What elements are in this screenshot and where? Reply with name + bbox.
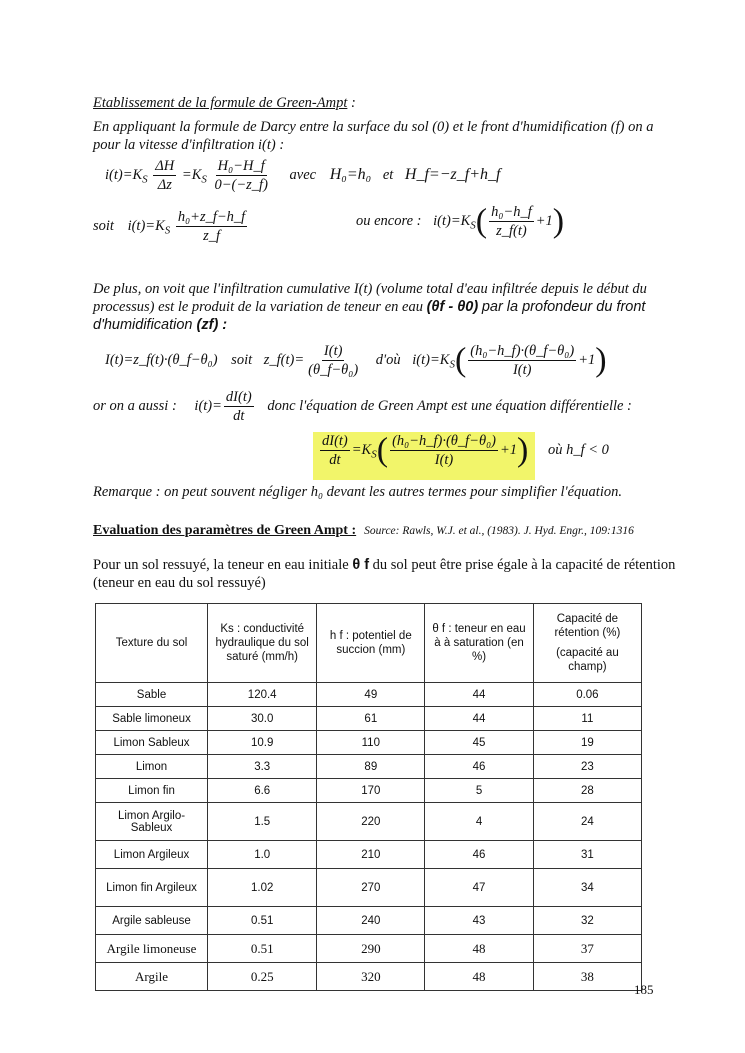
eq4-frac	[224, 388, 254, 425]
eq3-zf-frac	[306, 342, 360, 379]
eq3-i-den: I(t)	[512, 362, 532, 378]
table-cell: 4	[425, 803, 534, 841]
eq3-sub: S	[449, 358, 455, 371]
table-cell: 1.5	[208, 803, 317, 841]
table-cell: 110	[317, 731, 425, 755]
table-row	[96, 803, 642, 841]
table-cell: Sable limoneux	[96, 707, 208, 731]
table-cell: 89	[317, 755, 425, 779]
table-cell: Limon fin Argileux	[96, 869, 208, 907]
eq3-i-num: (h₀−h_f)·(θ_f−θ₀)	[470, 343, 575, 359]
eq1-et: et	[382, 166, 394, 183]
section2-source: Source: Rawls, W.J. et al., (1983). J. Hyd. Engr., 109:1316	[364, 525, 634, 537]
section2-paragraph	[93, 556, 693, 592]
eq1-frac1	[153, 157, 176, 194]
remarque: Remarque : on peut souvent négliger h₀ devant les autres termes pour simplifier l'équation.	[93, 484, 622, 500]
section2-text-c: (teneur en eau du sol ressuyé)	[93, 575, 266, 591]
table-row	[96, 683, 642, 707]
table-cell: 34	[533, 869, 641, 907]
table-cell: 0.25	[208, 963, 317, 991]
table-cell: 48	[425, 935, 534, 963]
eq4-num: dI(t)	[225, 389, 252, 405]
table-cell: 120.4	[208, 683, 317, 707]
header-hf: h f : potentiel de succion (mm)	[317, 604, 425, 683]
table-cell: 23	[533, 755, 641, 779]
cumulative-paragraph	[93, 280, 683, 334]
table-cell: 44	[425, 707, 534, 731]
table-row	[96, 869, 642, 907]
table-cell: 37	[533, 935, 641, 963]
table-cell: 1.0	[208, 841, 317, 869]
eq5-inner-den: I(t)	[434, 452, 454, 468]
table-cell: 48	[425, 963, 534, 991]
table-cell: 46	[425, 841, 534, 869]
section-title-suffix: :	[347, 95, 356, 111]
green-ampt-parameters-table	[95, 603, 642, 991]
table-cell: 44	[425, 683, 534, 707]
eq3-i-frac	[468, 342, 576, 379]
eq1-avec: avec	[289, 166, 317, 183]
table-cell: 30.0	[208, 707, 317, 731]
eq5-num: dI(t)	[322, 433, 348, 449]
eq5-mid: =K	[351, 441, 372, 458]
eq3-zf-den: (θ_f−θ₀)	[308, 362, 359, 378]
eq4-lead: or on a aussi :	[93, 397, 177, 414]
eq5-cond: où h_f < 0	[547, 441, 609, 458]
section-title-evaluation	[93, 521, 634, 539]
table-cell: 3.3	[208, 755, 317, 779]
equation-differential	[93, 388, 632, 425]
section2-title: Evaluation des paramètres de Green Ampt :	[93, 523, 357, 538]
table-row	[96, 841, 642, 869]
eq1-frac2	[213, 157, 270, 194]
table-cell: 0.51	[208, 935, 317, 963]
cumul-line-1: De plus, on voit que l'infiltration cumulative I(t) (volume total d'eau infiltrée depuis le début du	[93, 281, 647, 297]
eq2-frac	[176, 208, 247, 245]
eq2-frac-den: z_f	[203, 228, 220, 244]
table-cell: Argile	[96, 963, 208, 991]
eq1-hf: H_f=−z_f+h_f	[404, 165, 501, 183]
eq5-tail: +1	[499, 441, 518, 458]
header-texture: Texture du sol	[96, 604, 208, 683]
eq2-rhs-frac-den: z_f(t)	[496, 223, 527, 239]
eq2-soit: soit	[93, 217, 114, 234]
table-cell: 11	[533, 707, 641, 731]
table-cell: 43	[425, 907, 534, 935]
eq1-frac1-den: Δz	[157, 177, 172, 193]
eq2-ou-encore: ou encore :	[356, 212, 422, 229]
eq5-inner-frac	[390, 432, 498, 469]
cumul-zf: (zf) :	[196, 317, 228, 333]
eq1-sub-2: S	[201, 173, 207, 186]
eq1-mid: =K	[181, 166, 202, 183]
table-cell: 270	[317, 869, 425, 907]
eq5-sub: S	[371, 448, 377, 461]
table-row	[96, 707, 642, 731]
section-title-green-ampt	[93, 95, 356, 112]
eq3-tail: +1	[578, 351, 596, 368]
table-cell: Argile sableuse	[96, 907, 208, 935]
eq1-frac2-den: 0−(−z_f)	[214, 177, 268, 193]
table-cell: 31	[533, 841, 641, 869]
eq3-i: i(t)=K	[412, 351, 450, 368]
table-cell: Limon	[96, 755, 208, 779]
header-capacite-extra: (capacité au champ)	[556, 647, 619, 673]
eq3-soit: soit	[231, 351, 253, 368]
table-cell: 6.6	[208, 779, 317, 803]
table-cell: Limon Argileux	[96, 841, 208, 869]
table-cell: Argile limoneuse	[96, 935, 208, 963]
table-cell: 47	[425, 869, 534, 907]
table-row	[96, 935, 642, 963]
intro-paragraph: En appliquant la formule de Darcy entre la surface du sol (0) et le front d'humidification (f) on a pour la vitesse d'infiltration i(t) :	[93, 119, 654, 153]
eq2-sub: S	[164, 224, 171, 237]
table-cell: 170	[317, 779, 425, 803]
eq3-dou: d'où	[375, 351, 401, 368]
cumul-line-3: par la profondeur du front	[481, 299, 646, 315]
table-row	[96, 731, 642, 755]
table-cell: Limon Argilo-Sableux	[96, 803, 208, 841]
eq5-lhs-frac	[320, 432, 350, 469]
table-cell: 46	[425, 755, 534, 779]
eq1-h0: H₀=h₀	[329, 165, 372, 183]
eq4-text: donc l'équation de Green Ampt est une équation différentielle :	[267, 397, 632, 414]
section2-text-b: du sol peut être prise égale à la capacité de rétention	[372, 557, 676, 573]
eq1-frac2-num: H₀−H_f	[217, 158, 265, 174]
table-cell: 19	[533, 731, 641, 755]
table-cell: 240	[317, 907, 425, 935]
eq1-frac1-num: ΔH	[155, 158, 175, 174]
table-cell: 10.9	[208, 731, 317, 755]
eq1-sub: S	[142, 173, 148, 186]
cumul-line-4: d'humidification	[93, 317, 193, 333]
equation-cumulative: I(t)=z_f(t)·(θ_f−θ₀) soit z_f(t)= $\frac{I(t)}{\text{(θ\_f−θ₀)}}$ d'où $i(t)=K_S$( $\frac{\text{(h₀−h\_f)·(θ\_f−θ₀)}}{I(t)}$ +1)	[105, 341, 607, 379]
eq5-inner-num: (h₀−h_f)·(θ_f−θ₀)	[392, 433, 496, 449]
table-cell: Limon fin	[96, 779, 208, 803]
table-cell: Sable	[96, 683, 208, 707]
eq1-lhs: i(t)=K	[105, 166, 143, 183]
eq3-lhs: I(t)=z_f(t)·(θ_f−θ₀)	[105, 351, 218, 368]
eq5-den: dt	[329, 452, 341, 468]
section2-theta: θ f	[352, 557, 370, 573]
table-row	[96, 963, 642, 991]
eq2-rhs-lhs: i(t)=K	[433, 212, 471, 229]
table-cell: 1.02	[208, 869, 317, 907]
table-row	[96, 779, 642, 803]
header-capacite	[533, 604, 641, 683]
table-cell: 38	[533, 963, 641, 991]
eq3-zf: z_f(t)=	[263, 351, 305, 368]
equation-ou-encore: ou encore : $i(t)=K_S$( $\frac{\text{h₀−h\_f}}{z\_f(t)}$ +1)	[356, 202, 565, 240]
equation-green-ampt: $\frac{dI(t)}{dt}$ $=K_S$( $\frac{\text{(h₀−h\_f)·(θ\_f−θ₀)}}{I(t)}$ +1) où h_f < 0	[322, 431, 609, 469]
table-cell: 28	[533, 779, 641, 803]
table-cell: 49	[317, 683, 425, 707]
cumul-theta: (θf - θ0)	[426, 299, 479, 315]
header-ks: Ks : conductivité hydraulique du sol saturé (mm/h)	[208, 604, 317, 683]
equation-darcy	[105, 157, 500, 194]
eq2-frac-num: h₀+z_f−h_f	[177, 209, 246, 225]
table-cell: 0.51	[208, 907, 317, 935]
eq3-zf-num: I(t)	[323, 343, 343, 359]
page-number: 185	[634, 982, 654, 997]
section-title-text: Etablissement de la formule de Green-Ampt	[93, 95, 348, 111]
cumul-line-2: processus) est le produit de la variation de teneur en eau	[93, 299, 423, 315]
header-capacite-label: Capacité de rétention (%)	[554, 613, 621, 639]
table-row	[96, 907, 642, 935]
table-cell: 32	[533, 907, 641, 935]
table-cell: Limon Sableux	[96, 731, 208, 755]
header-theta: θ f : teneur en eau à à saturation (en %)	[425, 604, 534, 683]
table-cell: 61	[317, 707, 425, 731]
table-cell: 24	[533, 803, 641, 841]
eq2-lhs: i(t)=K	[127, 217, 165, 234]
eq4-den: dt	[233, 408, 245, 424]
eq2-rhs-tail: +1	[535, 212, 553, 229]
eq2-rhs-sub: S	[470, 219, 476, 232]
table-header-row	[96, 604, 642, 683]
table-row	[96, 755, 642, 779]
table-cell: 45	[425, 731, 534, 755]
table-cell: 210	[317, 841, 425, 869]
equation-soit	[93, 208, 249, 245]
eq2-rhs-frac	[489, 203, 534, 240]
eq2-rhs-frac-num: h₀−h_f	[491, 204, 532, 220]
eq4-lhs: i(t)=	[194, 397, 222, 414]
table-cell: 290	[317, 935, 425, 963]
table-cell: 0.06	[533, 683, 641, 707]
table-cell: 220	[317, 803, 425, 841]
section2-text-a: Pour un sol ressuyé, la teneur en eau initiale	[93, 557, 349, 573]
table-cell: 320	[317, 963, 425, 991]
table-cell: 5	[425, 779, 534, 803]
